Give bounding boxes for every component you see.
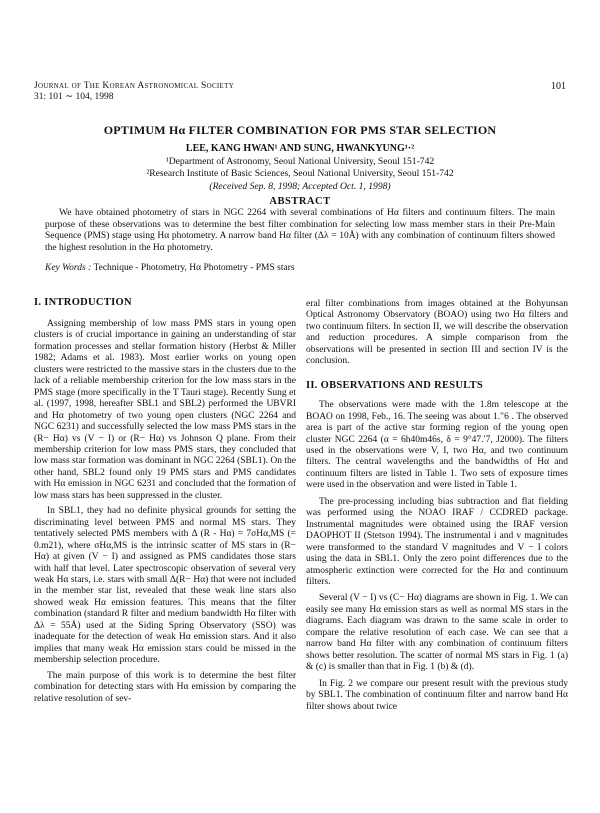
keywords xyxy=(45,263,555,273)
obs-paragraph-4: In Fig. 2 we compare our present result with the previous study by SBL1. The combination of continuum filter and narrow band Hα filter shows about twice xyxy=(306,678,568,712)
intro-paragraph-1: Assigning membership of low mass PMS stars in young open clusters is of crucial importance in gaining an understanding of star formation processes and stellar formation history (Herbst & Miller 1982; Adams et al. 1983). Most earlier works on young open clusters were restricted to the massive stars in the clusters due to the lack of a reliable membership criterion for the low mass stars in the PMS stage (more specifically in the T Tauri stage). Recently Sung et al. (1997, 1998, hereafter SBL1 and SBL2) performed the UBVRI and Hα photometry of two young open clusters (NGC 2264 and NGC 6231) and successfully selected the low mass PMS stars in the (R− Hα) vs (V − I) or (R− Hα) vs Johnson Q plane. From their membership criterion for low mass PMS stars, they concluded that low mass star formation was dominant in NGC 2264 (SBL1). On the other hand, SBL2 found only 19 PMS stars and PMS candidates with Hα emission in NGC 6231 and concluded that the formation of low mass stars has been suppressed in the cluster. xyxy=(34,319,296,501)
intro-paragraph-3: The main purpose of this work is to determine the best filter combination for detecting stars with Hα emission by comparing the relative resolution of sev- xyxy=(34,670,296,704)
abstract-heading: ABSTRACT xyxy=(269,196,331,207)
paper-title: OPTIMUM Hα FILTER COMBINATION FOR PMS STAR SELECTION xyxy=(103,123,497,137)
intro-paragraph-continued: eral filter combinations from images obtained at the Bohyunsan Optical Astronomy Observatory (BOAO) using two Hα filters and two continuum filters. In section II, we will describe the observation and reduction procedures. A simple comparison from the observations will be presented in section III and section IV is the conclusion. xyxy=(306,299,568,367)
keywords-text: Technique - Photometry, Hα Photometry - PMS stars xyxy=(91,263,295,273)
section-heading-introduction: I. INTRODUCTION xyxy=(34,297,132,308)
received-dates: (Received Sep. 8, 1998; Accepted Oct. 1, 1998) xyxy=(209,181,391,192)
right-column xyxy=(306,299,568,713)
journal-volume: 31: 101 ∼ 104, 1998 xyxy=(34,92,114,102)
paper-authors: LEE, KANG HWAN¹ AND SUNG, HWANKYUNG¹·² xyxy=(185,143,415,154)
page-number: 101 xyxy=(551,81,566,92)
keywords-label: Key Words : xyxy=(45,263,92,273)
intro-paragraph-2: In SBL1, they had no definite physical grounds for setting the discriminating level between PMS and normal MS stars. They tentatively selected PMS members with Δ (R - Hα) = 7σHα,MS (= 0.m21), where σHα,MS is the intrinsic scatter of MS stars in (R− Hα) at given (V − I) and assigned as PMS candidates those stars with half that level. Later spectroscopic observation of several very weak Hα stars, i.e. stars with small Δ(R− Hα) that were not included in the member star list, revealed that these weak line stars also showed weak Hα emission features. This means that the filter combination (standard R filter and medium bandwidth Hα filter with Δλ = 55Å) used at the Siding Spring Observatory (SSO) was inadequate for the detection of weak Hα emission stars. And it also implies that many weak Hα emission stars could be missed in the membership selection procedure. xyxy=(34,506,296,666)
obs-paragraph-1: The observations were made with the 1.8m telescope at the BOAO on 1998, Feb., 16. The seeing was about 1.″6 . The observed area is part of the active star forming region of the young open cluster NGC 2264 (α = 6h40m46s, δ = 9°47.′7, J2000). The filters used in the observations were V, I, two Hα, and two continuum filters. The central wavelengths and the bandwidths of Hα and continuum filters are listed in Table 1. Two sets of exposure times were used in the observation and were listed in Table 1. xyxy=(306,400,568,491)
obs-paragraph-3: Several (V − I) vs (C− Hα) diagrams are shown in Fig. 1. We can easily see many Hα emission stars as well as normal MS stars in the diagrams. Each diagram was drawn to the same scale in order to compare the relative resolution of each case. We can see that a narrow band Hα filter with any combination of continuum filters shows better resolution. The scatter of normal MS stars in Fig. 1 (a) & (c) is smaller than that in Fig. 1 (b) & (d). xyxy=(306,593,568,673)
left-column xyxy=(34,319,296,705)
abstract-text: We have obtained photometry of stars in NGC 2264 with several combinations of Hα filters and continuum filters. The main purpose of these observations was to determine the best filter combination for selecting low mass member stars in their Pre-Main Sequence (PMS) stage using Hα photometry. A narrow band Hα filter (Δλ = 10Å) with any combination of continuum filters showed the highest resolution in the Hα photometry. xyxy=(45,208,555,253)
affiliation-2: ²Research Institute of Basic Sciences, Seoul National University, Seoul 151-742 xyxy=(146,168,454,179)
section-heading-observations: II. OBSERVATIONS AND RESULTS xyxy=(306,379,484,391)
affiliation-1: ¹Department of Astronomy, Seoul National University, Seoul 151-742 xyxy=(165,156,435,167)
obs-paragraph-2: The pre-processing including bias subtraction and flat fielding was performed using the NOAO IRAF / CCDRED package. Instrumental magnitudes were obtained using the IRAF version DAOPHOT II (Stetson 1994). The instrumental i and v magnitudes were transformed to the standard V magnitudes and V − I colors using the data in SBL1. Only the zero point differences due to the atmospheric extinction were corrected for the Hα and continuum filters. xyxy=(306,496,568,587)
journal-name: Journal of The Korean Astronomical Society xyxy=(34,81,235,91)
